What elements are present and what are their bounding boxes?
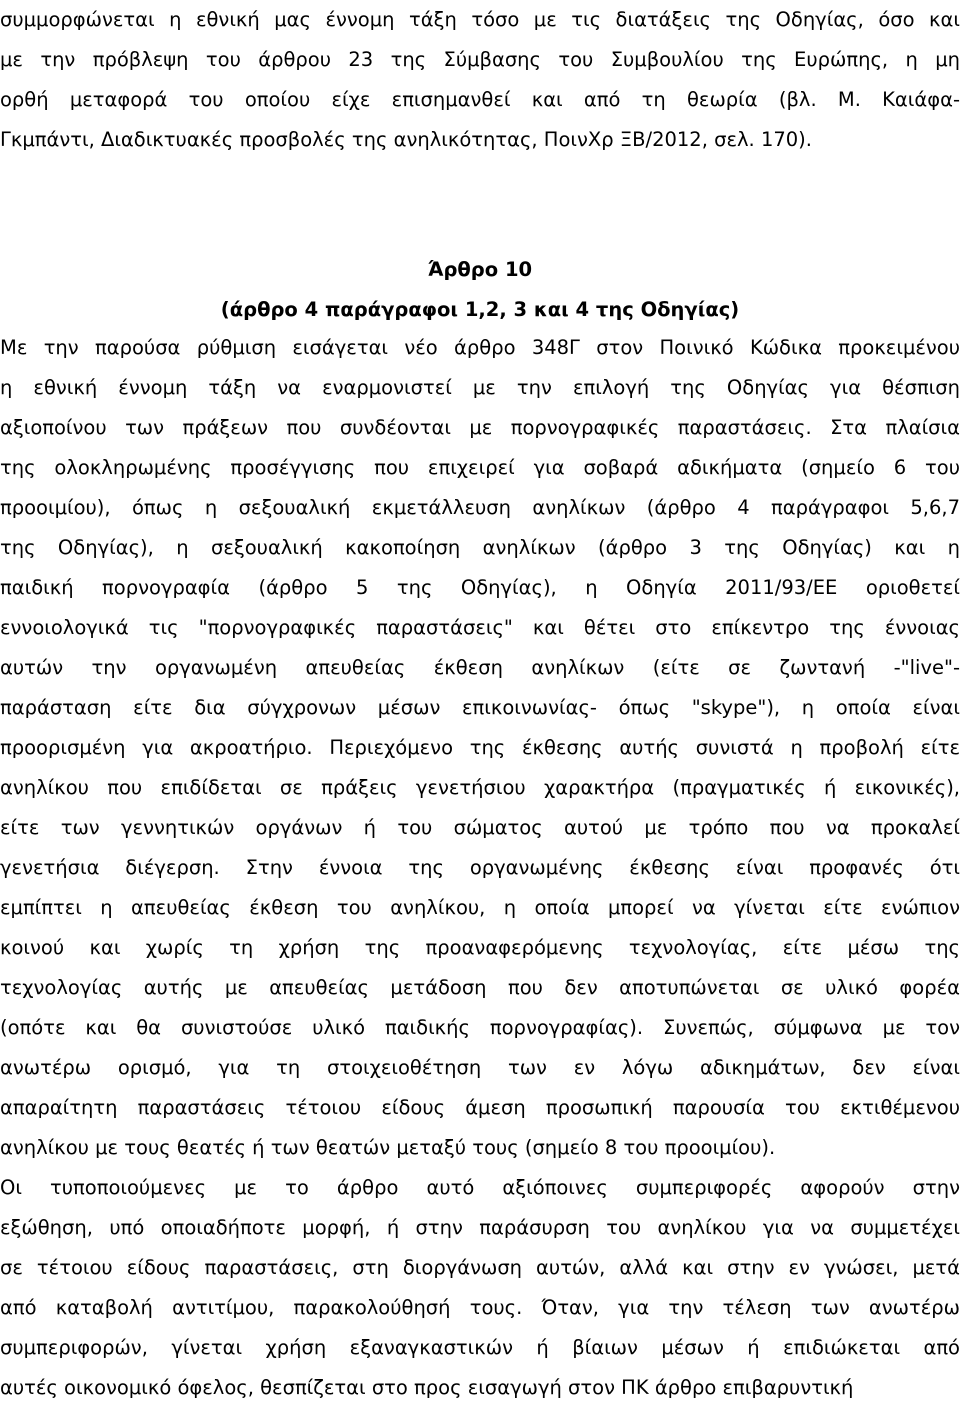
text-line: ορθή μεταφορά του οποίου είχε επισημανθεί και από τη θεωρία (βλ. Μ. Καιάφα-: [0, 88, 960, 111]
text-line: προορισμένη για ακροατήριο. Περιεχόμενο της έκθεσης αυτής συνιστά η προβολή είτε: [0, 736, 960, 759]
text-line: παράσταση είτε δια σύγχρονων μέσων επικοινωνίας- όπως "skype"), η οποία είναι: [0, 696, 960, 719]
text-line: προοιμίου), όπως η σεξουαλική εκμετάλλευση ανηλίκων (άρθρο 4 παράγραφοι 5,6,7: [0, 496, 960, 519]
text-line: συμπεριφορών, γίνεται χρήση εξαναγκαστικών ή βίαιων μέσων ή επιδιώκεται από: [0, 1336, 960, 1359]
text-line: από καταβολή αντιτίμου, παρακολούθησή τους. Όταν, για την τέλεση των ανωτέρω: [0, 1296, 960, 1319]
article-title: Άρθρο 10: [427, 258, 533, 281]
text-line: τεχνολογίας αυτής με απευθείας μετάδοση που δεν αποτυπώνεται σε υλικό φορέα: [0, 976, 960, 999]
text-line: ανηλίκου με τους θεατές ή των θεατών μεταξύ τους (σημείο 8 του προοιμίου).: [0, 1136, 776, 1159]
text-line: αυτές οικονομικό όφελος, θεσπίζεται στο προς εισαγωγή στον ΠΚ άρθρο επιβαρυντική: [0, 1376, 854, 1399]
article-body: [0, 328, 960, 1408]
text-line: ανωτέρω ορισμό, για τη στοιχειοθέτηση των εν λόγω αδικημάτων, δεν είναι: [0, 1056, 960, 1079]
text-line: απαραίτητη παραστάσεις τέτοιου είδους άμεση προσωπική παρουσία του εκτιθέμενου: [0, 1096, 960, 1119]
text-line: αξιοποίνου των πράξεων που συνδέονται με πορνογραφικές παραστάσεις. Στα πλαίσια: [0, 416, 960, 439]
text-line: (οπότε και θα συνιστούσε υλικό παιδικής πορνογραφίας). Συνεπώς, σύμφωνα με τον: [0, 1016, 960, 1039]
text-line: εξώθηση, υπό οποιαδήποτε μορφή, ή στην παράσυρση του ανηλίκου για να συμμετέχει: [0, 1216, 960, 1239]
text-line: ανηλίκου που επιδίδεται σε πράξεις γενετήσιου χαρακτήρα (πραγματικές ή εικονικές),: [0, 776, 960, 799]
text-line: κοινού και χωρίς τη χρήση της προαναφερόμενης τεχνολογίας, είτε μέσω της: [0, 936, 960, 959]
text-line: παιδική πορνογραφία (άρθρο 5 της Οδηγίας), η Οδηγία 2011/93/ΕΕ οριοθετεί: [0, 576, 960, 599]
article-heading: [0, 250, 960, 330]
intro-paragraph: [0, 0, 960, 160]
text-line: Με την παρούσα ρύθμιση εισάγεται νέο άρθρο 348Γ στον Ποινικό Κώδικα προκειμένου: [0, 336, 960, 359]
text-line: της ολοκληρωμένης προσέγγισης που επιχειρεί για σοβαρά αδικήματα (σημείο 6 του: [0, 456, 960, 479]
text-line: εμπίπτει η απευθείας έκθεση του ανηλίκου, η οποία μπορεί να γίνεται είτε ενώπιον: [0, 896, 960, 919]
text-line: αυτών την οργανωμένη απευθείας έκθεση ανηλίκων (είτε σε ζωντανή -"live"-: [0, 656, 960, 679]
text-line: εννοιολογικά τις "πορνογραφικές παραστάσεις" και θέτει στο επίκεντρο της έννοιας: [0, 616, 960, 639]
text-line: Γκμπάντι, Διαδικτυακές προσβολές της ανηλικότητας, ΠοινΧρ ΞΒ/2012, σελ. 170).: [0, 128, 812, 151]
text-line: Οι τυποποιούμενες με το άρθρο αυτό αξιόποινες συμπεριφορές αφορούν στην: [0, 1176, 960, 1199]
text-line: είτε των γεννητικών οργάνων ή του σώματος αυτού με τρόπο που να προκαλεί: [0, 816, 960, 839]
text-line: γενετήσια διέγερση. Στην έννοια της οργανωμένης έκθεσης είναι προφανές ότι: [0, 856, 960, 879]
text-line: σε τέτοιου είδους παραστάσεις, στη διοργάνωση αυτών, αλλά και στην εν γνώσει, μετά: [0, 1256, 960, 1279]
article-subtitle: (άρθρο 4 παράγραφοι 1,2, 3 και 4 της Οδηγίας): [220, 298, 740, 321]
text-line: με την πρόβλεψη του άρθρου 23 της Σύμβασης του Συμβουλίου της Ευρώπης, η μη: [0, 48, 960, 71]
text-line: η εθνική έννομη τάξη να εναρμονιστεί με την επιλογή της Οδηγίας για θέσπιση: [0, 376, 960, 399]
text-line: της Οδηγίας), η σεξουαλική κακοποίηση ανηλίκων (άρθρο 3 της Οδηγίας) και η: [0, 536, 960, 559]
text-line: συμμορφώνεται η εθνική μας έννομη τάξη τόσο με τις διατάξεις της Οδηγίας, όσο και: [0, 8, 960, 31]
